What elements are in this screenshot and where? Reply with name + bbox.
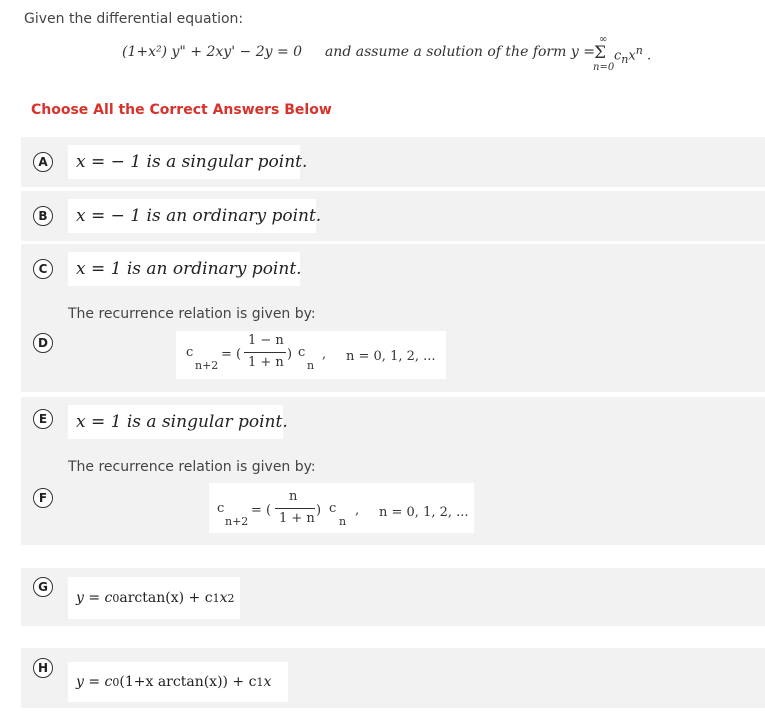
option-d-denominator: 1 + n (248, 355, 284, 370)
option-h-text: y = c 0 (1+x arctan(x)) + c 1 x (68, 662, 288, 702)
series-end: . (646, 48, 652, 64)
option-a-letter[interactable]: A (33, 152, 53, 172)
equation-text: (1+x²) y" + 2xy' − 2y = 0 (122, 44, 303, 60)
option-f-close: ) (316, 503, 322, 518)
option-d-lhs-sub: n+2 (195, 359, 219, 372)
option-d-letter[interactable]: D (33, 333, 53, 353)
option-f-numerator: n (289, 489, 298, 504)
option-b-text: x = − 1 is an ordinary point. (68, 199, 316, 233)
option-d[interactable] (21, 293, 765, 392)
series-x: x (628, 48, 636, 64)
option-f-rhs: c (329, 501, 337, 516)
option-a-text: x = − 1 is a singular point. (68, 145, 300, 179)
option-c-letter[interactable]: C (33, 259, 53, 279)
option-d-lhs: c (186, 345, 194, 360)
series-coef: c (614, 48, 622, 64)
option-h[interactable] (21, 648, 765, 708)
option-e-letter[interactable]: E (33, 409, 53, 429)
option-f-lhs-sub: n+2 (225, 515, 249, 528)
option-d-recurrence (176, 331, 446, 379)
option-f-intro: The recurrence relation is given by: (68, 459, 316, 475)
option-f-lhs: c (217, 501, 225, 516)
option-c-text: x = 1 is an ordinary point. (68, 252, 300, 286)
option-d-comma: , (322, 347, 327, 362)
option-d-fraction-bar (244, 352, 286, 353)
option-f-comma: , (355, 503, 360, 518)
option-f-fraction-bar (275, 508, 315, 509)
series-lhs: y = (570, 44, 595, 60)
sigma-glyph: Σ (594, 43, 607, 63)
option-f-eq: = ( (251, 503, 272, 518)
option-d-intro: The recurrence relation is given by: (68, 306, 316, 322)
option-d-close: ) (287, 347, 293, 362)
option-b[interactable] (21, 191, 765, 241)
option-a[interactable] (21, 137, 765, 187)
option-f-rhs-sub: n (339, 515, 347, 528)
option-d-eq: = ( (221, 347, 242, 362)
assume-text: and assume a solution of the form (324, 44, 567, 60)
series-coef-sub: n (621, 52, 629, 66)
option-h-letter[interactable]: H (33, 658, 53, 678)
sum-lower-limit: n=0 (593, 62, 615, 73)
option-d-numerator: 1 − n (248, 333, 284, 348)
option-g-letter[interactable]: G (33, 577, 53, 597)
option-f[interactable] (21, 447, 765, 545)
option-d-range: n = 0, 1, 2, ... (346, 349, 436, 364)
option-c[interactable] (21, 244, 765, 294)
option-f-letter[interactable]: F (33, 488, 53, 508)
option-g-text: y = c 0 arctan(x) + c 1 x 2 (68, 577, 240, 619)
option-f-range: n = 0, 1, 2, ... (379, 505, 469, 520)
differential-equation (122, 44, 595, 60)
series-power: n (635, 44, 643, 57)
option-b-letter[interactable]: B (33, 206, 53, 226)
question-intro: Given the differential equation: (24, 11, 244, 27)
option-f-recurrence (209, 483, 474, 533)
option-d-rhs: c (298, 345, 306, 360)
option-e[interactable] (21, 397, 765, 447)
sum-upper-limit: ∞ (599, 34, 608, 45)
option-f-denominator: 1 + n (279, 511, 315, 526)
option-d-rhs-sub: n (307, 359, 315, 372)
instruction-heading: Choose All the Correct Answers Below (31, 102, 332, 118)
option-g[interactable] (21, 568, 765, 626)
option-e-text: x = 1 is a singular point. (68, 405, 283, 439)
series-term (614, 44, 651, 66)
